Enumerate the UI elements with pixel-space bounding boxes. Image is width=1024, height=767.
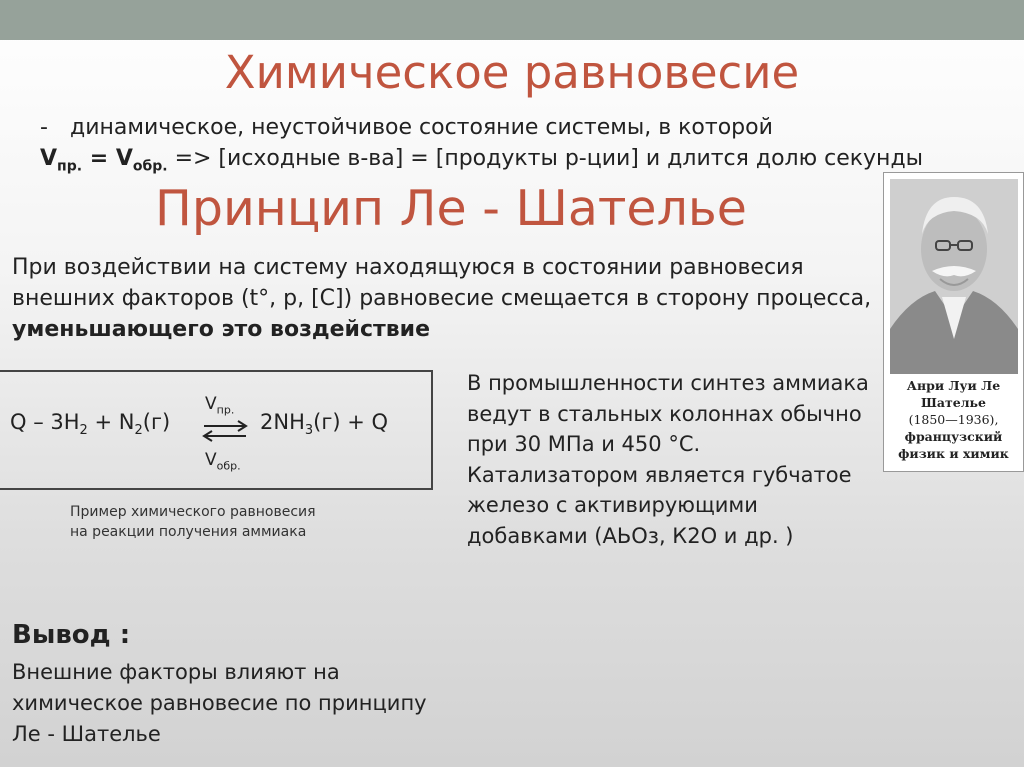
v-forward-symbol: V bbox=[40, 146, 58, 171]
v-reverse-symbol: V bbox=[115, 146, 133, 171]
reverse-rate-label bbox=[205, 450, 241, 472]
portrait-caption bbox=[888, 377, 1019, 462]
equilibrium-definition bbox=[40, 112, 1015, 182]
portrait-caption-name: Анри Луи Ле Шателье bbox=[906, 378, 1001, 410]
slide-title: Химическое равновесие bbox=[224, 46, 800, 99]
portrait-card bbox=[883, 172, 1024, 472]
reaction-box bbox=[0, 370, 433, 490]
reactant-term: + N bbox=[87, 410, 135, 434]
definition-line-1 bbox=[40, 112, 1015, 143]
definition-dash: - bbox=[40, 115, 48, 140]
reactant-subscript: 2 bbox=[134, 423, 143, 439]
equilibrium-arrows-icon bbox=[202, 420, 248, 442]
conclusion-text: Внешние факторы влияют на химическое равновесие по принципу Ле - Шателье bbox=[12, 660, 427, 746]
portrait-caption-role: французский физик и химик bbox=[898, 429, 1009, 461]
forward-rate-sub: пр. bbox=[216, 403, 235, 417]
reactant-term: (г) bbox=[142, 410, 171, 434]
definition-text: динамическое, неустойчивое состояние системы, в которой bbox=[70, 115, 773, 140]
section-title: Принцип Ле - Шателье bbox=[155, 180, 747, 237]
forward-rate-symbol: V bbox=[205, 394, 217, 414]
reactant-term: Q – 3H bbox=[10, 410, 80, 434]
industry-note: В промышленности синтез аммиака ведут в стальных колоннах обычно при 30 МПа и 450 °С. Катализатором является губчатое железо с активирующими добавками (АЬОз, К2О и др. ) bbox=[467, 371, 869, 548]
portrait-caption-years: (1850—1936), bbox=[908, 412, 999, 427]
product-term: 2NH bbox=[260, 410, 305, 434]
portrait-illustration bbox=[890, 179, 1018, 374]
principle-statement bbox=[12, 252, 872, 345]
reverse-rate-sub: обр. bbox=[216, 459, 241, 473]
principle-text: При воздействии на систему находящуюся в состоянии равновесия внешних факторов (t°, p, [C]) равновесие смещается в сторону процесса, bbox=[12, 255, 872, 311]
reactant-subscript: 2 bbox=[79, 423, 88, 439]
reaction-caption bbox=[70, 502, 316, 542]
v-reverse-sub: обр. bbox=[132, 158, 168, 175]
reaction-left-side bbox=[10, 410, 170, 438]
conclusion-heading: Вывод : bbox=[12, 620, 131, 650]
product-subscript: 3 bbox=[304, 423, 314, 439]
reaction-caption-line-2: на реакции получения аммиака bbox=[70, 524, 307, 540]
product-term: (г) + Q bbox=[313, 410, 389, 434]
portrait-photo bbox=[890, 179, 1018, 374]
definition-line-2-rest: => [исходные в-ва] = [продукты р-ции] и длится долю секунды bbox=[167, 146, 924, 171]
principle-bold-text: уменьшающего это воздействие bbox=[12, 317, 430, 342]
definition-equals: = bbox=[82, 146, 116, 171]
reaction-right-side bbox=[260, 410, 388, 438]
reverse-rate-symbol: V bbox=[205, 450, 217, 470]
reaction-caption-line-1: Пример химического равновесия bbox=[70, 504, 316, 520]
v-forward-sub: пр. bbox=[57, 158, 83, 175]
forward-rate-label bbox=[205, 394, 234, 416]
top-bar bbox=[0, 0, 1024, 40]
definition-line-2 bbox=[40, 143, 1015, 182]
